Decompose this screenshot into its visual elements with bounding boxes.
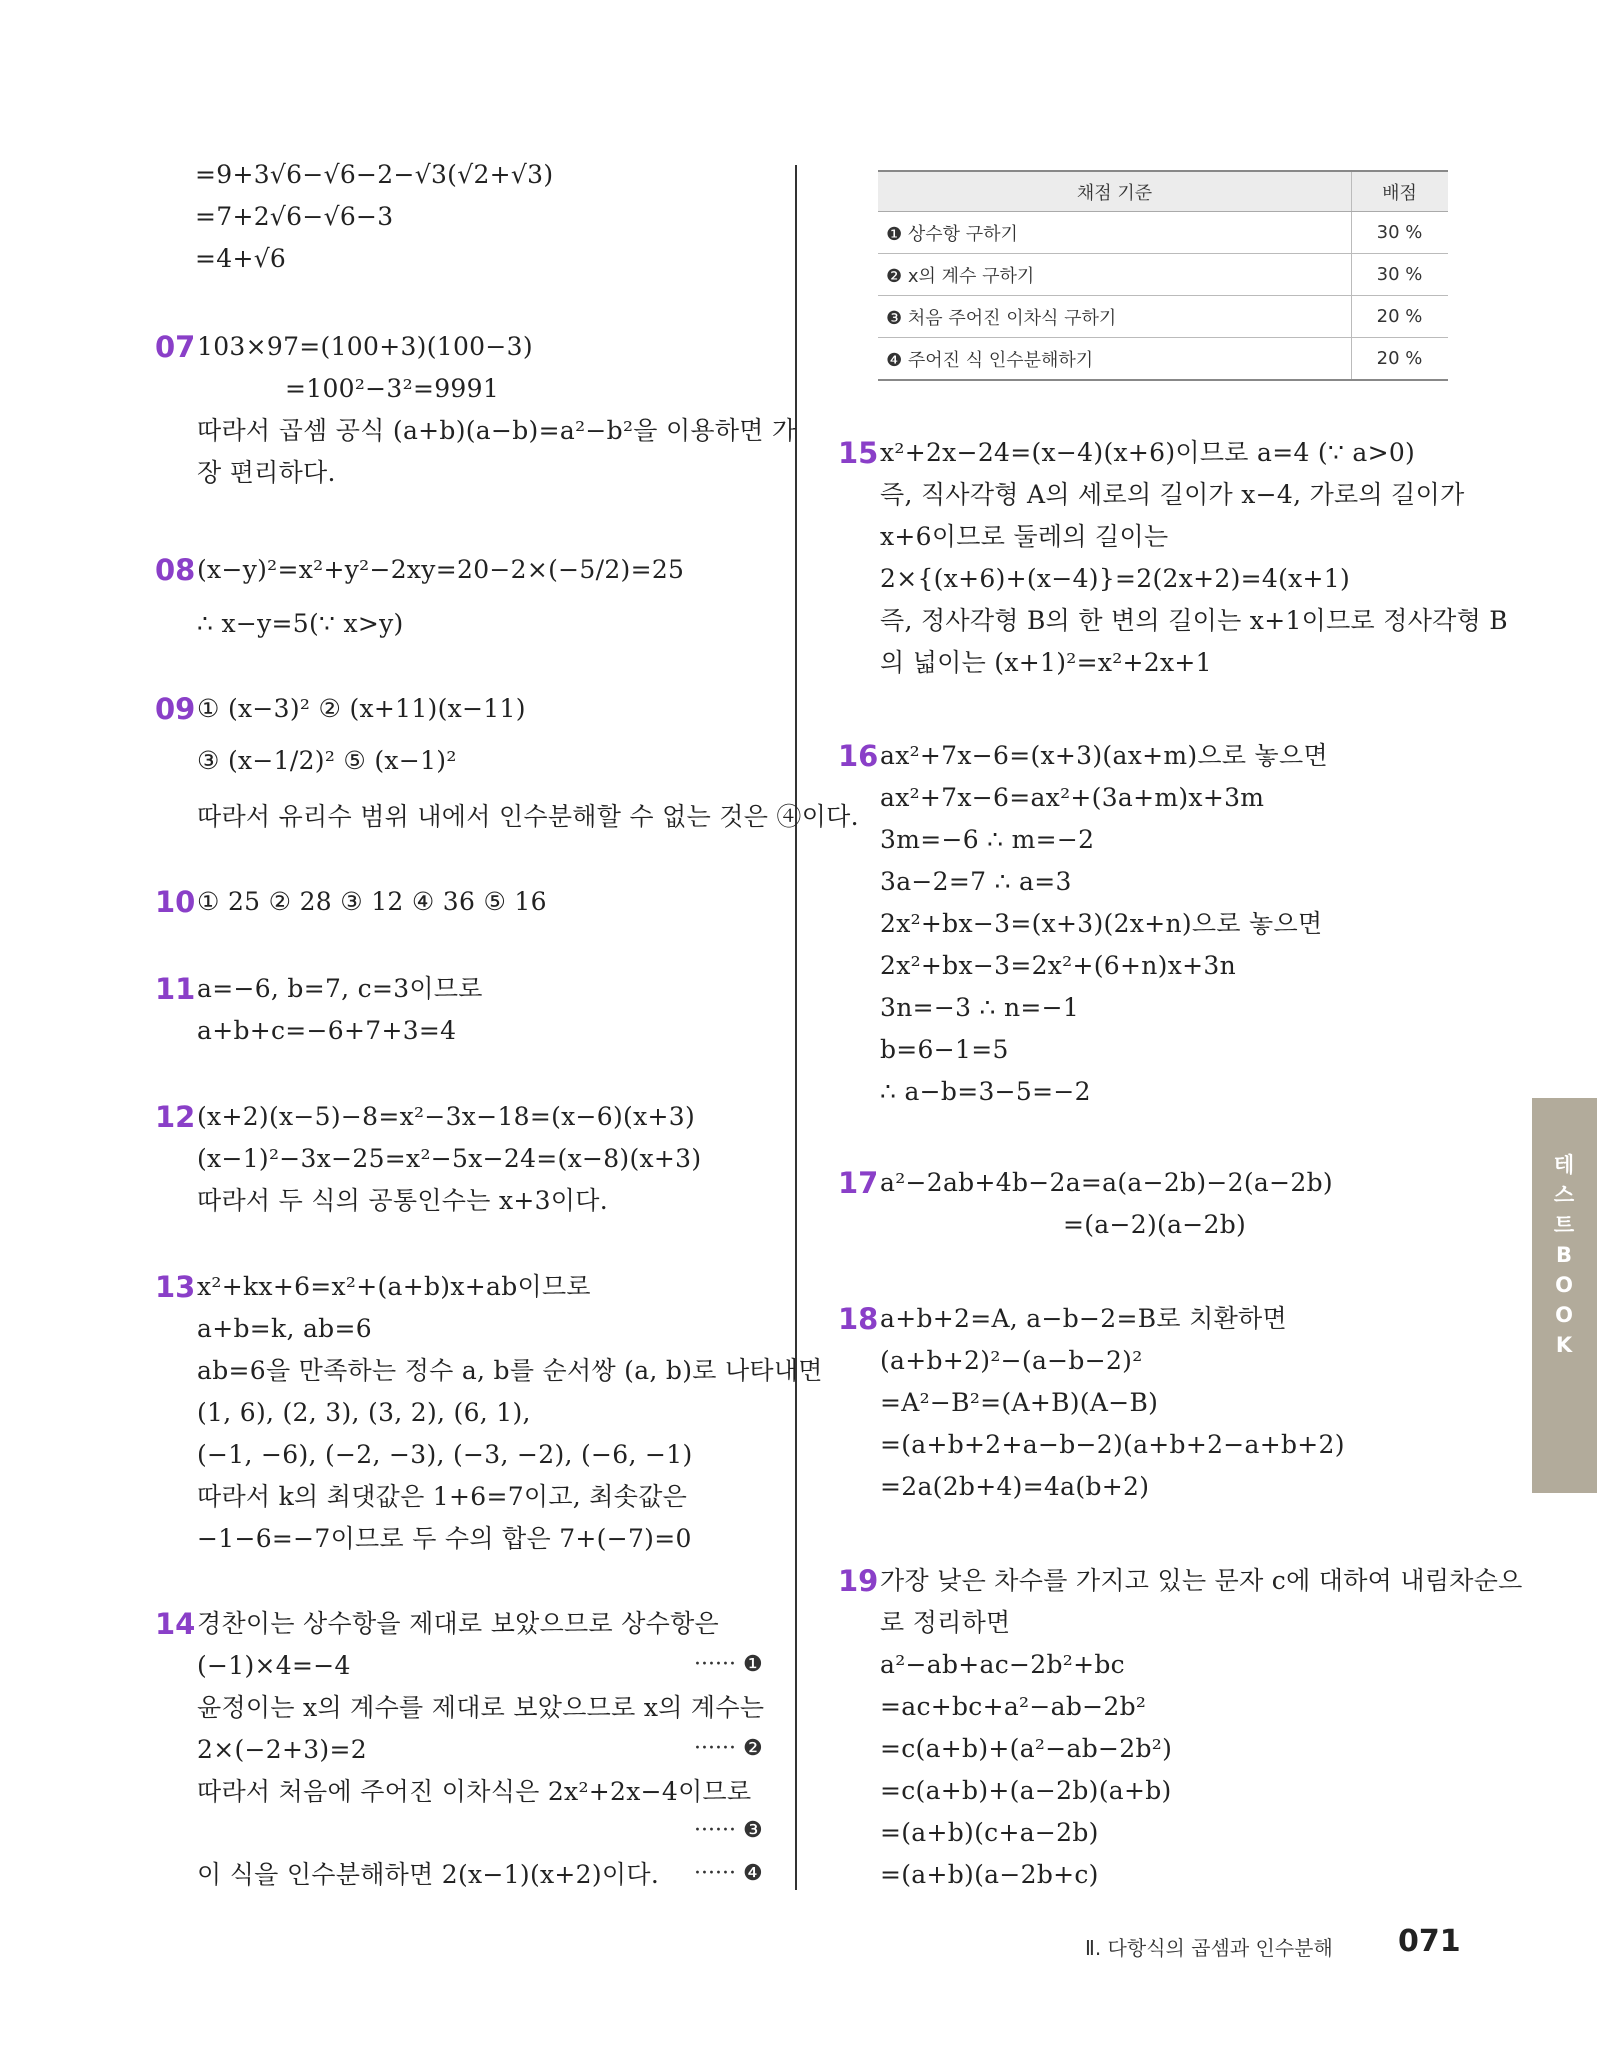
side-tab-label: 테 스 트 B O O K [1553, 1153, 1575, 1357]
solution-line: (x−y)²=x²+y²−2xy=20−2×(−5/2)=25 [197, 555, 685, 584]
table-header: 채점 기준 [878, 171, 1352, 212]
solution-line: =100²−3²=9991 [285, 374, 500, 403]
intro-line: =9+3√6−√6−2−√3(√2+√3) [195, 160, 554, 189]
solution-line: (−1, −6), (−2, −3), (−3, −2), (−6, −1) [197, 1440, 693, 1469]
problem-number-16: 16 [838, 739, 879, 773]
solution-line: x+6이므로 둘레의 길이는 [880, 522, 1169, 551]
solution-line: ax²+7x−6=ax²+(3a+m)x+3m [880, 783, 1265, 812]
problem-number-09: 09 [155, 692, 196, 726]
solution-line: =c(a+b)+(a²−ab−2b²) [880, 1734, 1173, 1763]
step-marker: ······ ❷ [694, 1736, 763, 1761]
table-header-row [878, 171, 1448, 212]
solution-line: 3a−2=7 ∴ a=3 [880, 867, 1072, 896]
solution-line: =(a+b)(c+a−2b) [880, 1818, 1099, 1847]
solution-line: =(a+b)(a−2b+c) [880, 1860, 1099, 1889]
footer-chapter-title: Ⅱ. 다항식의 곱셈과 인수분해 [1085, 1936, 1333, 1960]
problem-number-17: 17 [838, 1166, 879, 1200]
solution-line: 장 편리하다. [197, 458, 336, 487]
problem-number-11: 11 [155, 972, 196, 1006]
solution-line: 로 정리하면 [880, 1608, 1011, 1637]
table-row [878, 296, 1448, 338]
problem-number-12: 12 [155, 1100, 196, 1134]
table-row [878, 212, 1448, 254]
solution-line: 의 넓이는 (x+1)²=x²+2x+1 [880, 648, 1212, 677]
intro-line: =4+√6 [195, 244, 287, 273]
solution-line: −1−6=−7이므로 두 수의 합은 7+(−7)=0 [197, 1524, 692, 1553]
problem-number-10: 10 [155, 885, 196, 919]
solution-line: 가장 낮은 차수를 가지고 있는 문자 c에 대하여 내림차순으 [880, 1566, 1523, 1595]
solution-line: 2x²+bx−3=2x²+(6+n)x+3n [880, 951, 1236, 980]
score-cell: 30 % [1352, 212, 1449, 254]
table-row [878, 254, 1448, 296]
problem-number-18: 18 [838, 1302, 879, 1336]
solution-line: a=−6, b=7, c=3이므로 [197, 974, 483, 1003]
problem-number-14: 14 [155, 1607, 196, 1641]
solution-line: 3n=−3 ∴ n=−1 [880, 993, 1080, 1022]
solution-line: ax²+7x−6=(x+3)(ax+m)으로 놓으면 [880, 741, 1328, 770]
solution-line: 2×{(x+6)+(x−4)}=2(2x+2)=4(x+1) [880, 564, 1351, 593]
solution-line: ① (x−3)² ② (x+11)(x−11) [197, 694, 526, 723]
solution-line: ab=6을 만족하는 정수 a, b를 순서쌍 (a, b)로 나타내면 [197, 1356, 823, 1385]
solution-line: x²+2x−24=(x−4)(x+6)이므로 a=4 (∵ a>0) [880, 438, 1416, 467]
solution-line: a²−ab+ac−2b²+bc [880, 1650, 1125, 1679]
problem-number-07: 07 [155, 330, 196, 364]
solution-line: 따라서 k의 최댓값은 1+6=7이고, 최솟값은 [197, 1482, 688, 1511]
criterion-cell: ❹ 주어진 식 인수분해하기 [878, 338, 1352, 381]
solution-line: x²+kx+6=x²+(a+b)x+ab이므로 [197, 1272, 591, 1301]
solution-line: (x+2)(x−5)−8=x²−3x−18=(x−6)(x+3) [197, 1102, 696, 1131]
solution-line: =A²−B²=(A+B)(A−B) [880, 1388, 1159, 1417]
solution-line: ③ (x−1/2)² ⑤ (x−1)² [197, 746, 457, 775]
solution-line: ① 25 ② 28 ③ 12 ④ 36 ⑤ 16 [197, 887, 547, 916]
table-header: 배점 [1352, 171, 1449, 212]
solution-line: =(a−2)(a−2b) [1063, 1210, 1247, 1239]
solution-line: (−1)×4=−4 [197, 1651, 351, 1680]
criterion-cell: ❸ 처음 주어진 이차식 구하기 [878, 296, 1352, 338]
score-cell: 20 % [1352, 338, 1449, 381]
solution-line: 따라서 곱셈 공식 (a+b)(a−b)=a²−b²을 이용하면 가 [197, 416, 797, 445]
solution-line: ∴ x−y=5(∵ x>y) [197, 609, 404, 638]
solution-line: 따라서 두 식의 공통인수는 x+3이다. [197, 1186, 608, 1215]
solution-line: 경찬이는 상수항을 제대로 보았으므로 상수항은 [197, 1609, 719, 1638]
score-cell: 30 % [1352, 254, 1449, 296]
step-marker: ······ ❶ [694, 1652, 763, 1677]
solution-line: ∴ a−b=3−5=−2 [880, 1077, 1091, 1106]
criterion-cell: ❷ x의 계수 구하기 [878, 254, 1352, 296]
problem-number-15: 15 [838, 436, 879, 470]
solution-line: a²−2ab+4b−2a=a(a−2b)−2(a−2b) [880, 1168, 1333, 1197]
problem-number-19: 19 [838, 1564, 879, 1598]
solution-line: a+b+2=A, a−b−2=B로 치환하면 [880, 1304, 1287, 1333]
solution-line: 103×97=(100+3)(100−3) [197, 332, 533, 361]
solution-line: 즉, 정사각형 B의 한 변의 길이는 x+1이므로 정사각형 B [880, 606, 1508, 635]
step-marker: ······ ❹ [694, 1861, 763, 1886]
solution-line: 따라서 유리수 범위 내에서 인수분해할 수 없는 것은 ④이다. [197, 802, 859, 831]
solution-line: a+b+c=−6+7+3=4 [197, 1016, 457, 1045]
grading-table [878, 170, 1448, 381]
criterion-cell: ❶ 상수항 구하기 [878, 212, 1352, 254]
solution-line: 따라서 처음에 주어진 이차식은 2x²+2x−4이므로 [197, 1777, 752, 1806]
intro-line: =7+2√6−√6−3 [195, 202, 394, 231]
solution-line: =c(a+b)+(a−2b)(a+b) [880, 1776, 1172, 1805]
solution-line: (x−1)²−3x−25=x²−5x−24=(x−8)(x+3) [197, 1144, 702, 1173]
solution-line: 이 식을 인수분해하면 2(x−1)(x+2)이다. [197, 1860, 660, 1889]
solution-line: 2x²+bx−3=(x+3)(2x+n)으로 놓으면 [880, 909, 1323, 938]
problem-number-08: 08 [155, 553, 196, 587]
solution-line: a+b=k, ab=6 [197, 1314, 372, 1343]
solution-line: =ac+bc+a²−ab−2b² [880, 1692, 1147, 1721]
problem-number-13: 13 [155, 1270, 196, 1304]
solution-line: 즉, 직사각형 A의 세로의 길이가 x−4, 가로의 길이가 [880, 480, 1465, 509]
solution-line: 3m=−6 ∴ m=−2 [880, 825, 1095, 854]
solution-line: 2×(−2+3)=2 [197, 1735, 367, 1764]
solution-line: =(a+b+2+a−b−2)(a+b+2−a+b+2) [880, 1430, 1345, 1459]
solution-line: (1, 6), (2, 3), (3, 2), (6, 1), [197, 1398, 531, 1427]
page-number: 071 [1398, 1924, 1461, 1959]
solution-line: (a+b+2)²−(a−b−2)² [880, 1346, 1143, 1375]
score-cell: 20 % [1352, 296, 1449, 338]
solution-line: 윤정이는 x의 계수를 제대로 보았으므로 x의 계수는 [197, 1693, 765, 1722]
table-row [878, 338, 1448, 381]
step-marker: ······ ❸ [694, 1818, 763, 1843]
solution-line: b=6−1=5 [880, 1035, 1009, 1064]
solution-line: =2a(2b+4)=4a(b+2) [880, 1472, 1150, 1501]
